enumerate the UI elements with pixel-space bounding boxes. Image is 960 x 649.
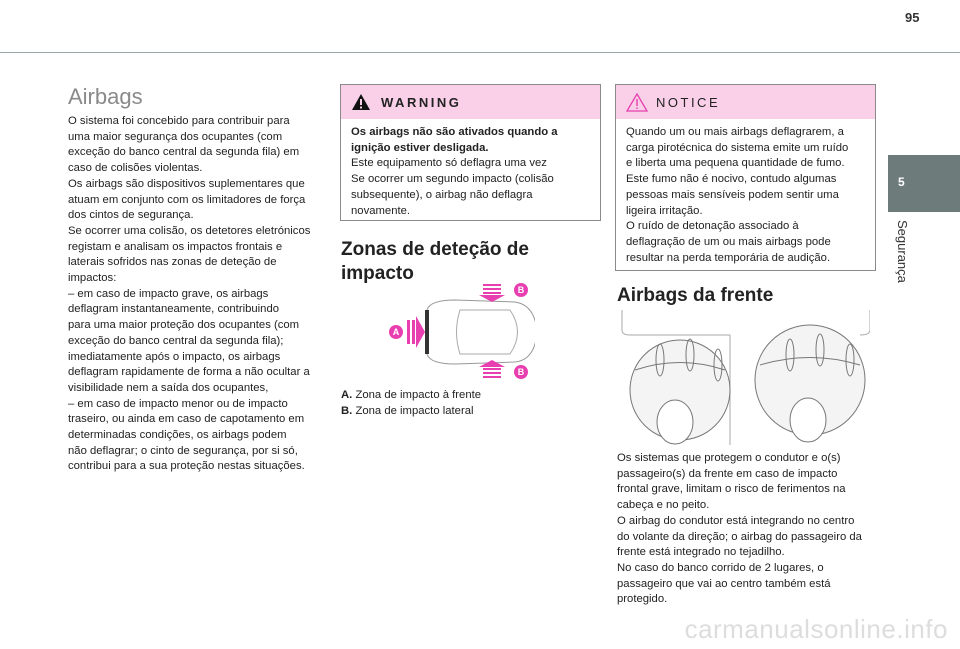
- text-line: laterais sofridos nas zonas de deteção de: [68, 256, 277, 269]
- notice-label: NOTICE: [656, 94, 721, 110]
- text-line: Os airbags são dispositivos suplementares que: [68, 177, 305, 190]
- chapter-title: Segurança: [895, 220, 910, 283]
- text-line: Quando um ou mais airbags deflagrarem, a: [626, 126, 844, 138]
- caption-b: B. Zona de impacto lateral: [341, 404, 474, 417]
- chapter-tab[interactable]: [888, 155, 960, 212]
- text-line: atuam em conjunto com os limitadores de força: [68, 193, 306, 206]
- text-line: carga pirotécnica do sistema emite um ruído: [626, 141, 849, 154]
- header-rule: [0, 52, 960, 53]
- warning-label: WARNING: [381, 94, 462, 110]
- text-line: deflagram instantaneamente, contribuindo: [68, 303, 280, 316]
- marker-a: A: [392, 327, 400, 337]
- text-line: protegido.: [617, 593, 668, 606]
- text-line: O airbag do condutor está integrando no centro: [617, 514, 855, 527]
- warning-header: [341, 85, 600, 119]
- text-line: contribui para a sua proteção nestas situações.: [68, 460, 305, 473]
- text-line: Se ocorrer uma colisão, os detetores eletrónicos: [68, 224, 311, 237]
- zone-captions: [341, 388, 481, 419]
- text-line: do volante da direção; o airbag do passageiro da: [617, 530, 862, 543]
- text-line: Os sistemas que protegem o condutor e o(s): [617, 452, 841, 464]
- text-line: não deflagrar; o cinto de segurança, por si só,: [68, 444, 298, 457]
- text-line: caso de colisões violentas.: [68, 162, 203, 175]
- text-line: registam e analisam os impactos frontais e: [68, 240, 283, 253]
- text-line: ligeira irritação.: [626, 204, 703, 217]
- text-line: impactos:: [68, 272, 117, 285]
- warning-text: [341, 119, 600, 225]
- notice-header: [616, 85, 875, 119]
- page-number: 95: [905, 10, 920, 25]
- text-line: determinadas condições, os airbags podem: [68, 429, 287, 442]
- marker-b-bottom: B: [517, 367, 525, 377]
- text-line: O sistema foi concebido para contribuir para: [68, 115, 290, 127]
- intro-text: [68, 114, 338, 475]
- text-line: novamente.: [351, 204, 411, 217]
- notice-triangle-icon: [626, 93, 648, 112]
- text-line: frontal grave, limitam o risco de ferimentos na: [617, 483, 846, 496]
- text-line: pessoas mais sensíveis podem sentir uma: [626, 188, 839, 201]
- text-line: deflagram rapidamente de forma a não ocultar a: [68, 366, 310, 379]
- text-line: subsequente), o airbag não deflagra: [351, 188, 533, 201]
- text-line: cabeça e no peito.: [617, 499, 710, 512]
- text-line: visibilidade nem a saída dos ocupantes,: [68, 381, 269, 394]
- marker-b-top: B: [517, 285, 525, 295]
- text-line: Este fumo não é nocivo, contudo algumas: [626, 173, 837, 186]
- text-line: passageiro(s) da frente em caso de impacto: [617, 467, 838, 480]
- text-line: passageiro que vai ao centro também está: [617, 577, 831, 590]
- front-airbags-illustration: [620, 310, 870, 445]
- text-line: dos cintos de segurança.: [68, 209, 194, 222]
- text-line: O ruído de detonação associado à: [626, 220, 799, 233]
- front-airbags-title: Airbags da frente: [617, 285, 774, 306]
- text-line: Se ocorrer um segundo impacto (colisão: [351, 173, 554, 186]
- text-line: traseiro, ou ainda em caso de capotamento em: [68, 413, 305, 426]
- text-line: Os airbags não são ativados quando a: [351, 126, 558, 138]
- text-line: frente está integrado no tejadilho.: [617, 546, 785, 559]
- text-line: Este equipamento só deflagra uma vez: [351, 157, 547, 170]
- text-line: ignição estiver desligada.: [351, 141, 489, 154]
- text-line: imediatamente após o impacto, os airbags: [68, 350, 281, 363]
- text-line: – em caso de impacto menor ou de impacto: [68, 397, 288, 410]
- chapter-number: 5: [898, 175, 905, 189]
- notice-box: [615, 84, 876, 271]
- caption-a: A. Zona de impacto à frente: [341, 389, 482, 401]
- text-line: para uma maior proteção dos ocupantes (com: [68, 319, 300, 332]
- front-airbags-text: [617, 451, 887, 608]
- zones-title: Zonas de deteção de impacto: [341, 239, 529, 284]
- section-title: Airbags: [68, 84, 143, 109]
- car-impact-diagram: [385, 280, 535, 385]
- text-line: No caso do banco corrido de 2 lugares, o: [617, 561, 824, 574]
- text-line: e liberta uma pequena quantidade de fumo.: [626, 157, 845, 170]
- text-line: resultar na perda temporária de audição.: [626, 251, 831, 264]
- text-line: exceção do banco central da segunda fila);: [68, 334, 284, 347]
- text-line: – em caso de impacto grave, os airbags: [68, 287, 269, 300]
- watermark: carmanualsonline.info: [684, 614, 948, 644]
- warning-box: [340, 84, 601, 221]
- notice-text: [616, 119, 875, 272]
- text-line: deflagração de um ou mais airbags pode: [626, 235, 831, 248]
- warning-triangle-icon: [351, 93, 371, 111]
- text-line: exceção do banco central da segunda fila) em: [68, 146, 300, 159]
- text-line: uma maior segurança dos ocupantes (com: [68, 130, 283, 143]
